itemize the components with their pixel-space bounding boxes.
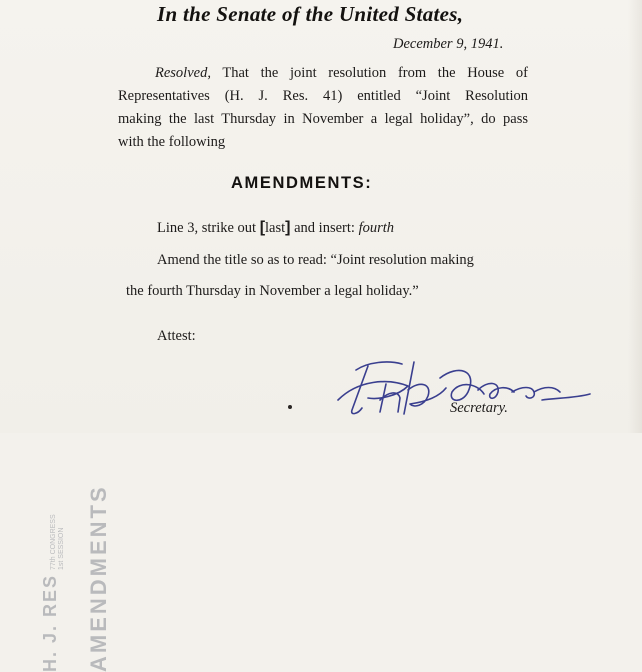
bracket-open: [ (259, 219, 266, 236)
reverse-side-bleed-through (0, 240, 111, 672)
document-date: December 9, 1941. (393, 36, 504, 52)
bracket-close: ] (285, 219, 291, 236)
secretary-title: Secretary. (450, 400, 508, 416)
struck-word: last (265, 220, 286, 236)
bleed-amendments-text: AMENDMENTS (86, 484, 111, 672)
resolution-paragraph (118, 62, 528, 154)
attest-label: Attest: (157, 328, 196, 344)
resolution-line-3: making the last Thursday in November a legal holiday”, do pass (118, 111, 528, 127)
resolved-word: Resolved, (155, 65, 211, 81)
line3-middle: and insert: (290, 220, 359, 236)
bleed-congress-text: 77th CONGRESS (50, 514, 57, 570)
bleed-session-text: 1st SESSION (58, 527, 65, 570)
amendments-heading: AMENDMENTS: (231, 174, 373, 192)
resolution-line-2: Representatives (H. J. Res. 41) entitled “Joint Resolution (118, 88, 528, 104)
resolution-line-1-rest: That the joint resolution from the House of (210, 65, 528, 81)
inserted-word: fourth (358, 220, 395, 236)
title-amendment-line-1: Amend the title so as to read: “Joint resolution making (157, 252, 474, 268)
page-edge-shadow (628, 0, 642, 433)
document-heading: In the Senate of the United States, (157, 2, 464, 26)
line3-prefix: Line 3, strike out (157, 220, 260, 236)
amendment-line-3 (157, 219, 394, 237)
ink-dot (288, 405, 292, 409)
resolution-line-1 (118, 62, 528, 85)
resolution-line-4: with the following (118, 134, 226, 150)
title-amendment-line-2: the fourth Thursday in November a legal holiday.” (126, 283, 419, 299)
bleed-hj-res-text: H. J. RES (40, 573, 60, 672)
